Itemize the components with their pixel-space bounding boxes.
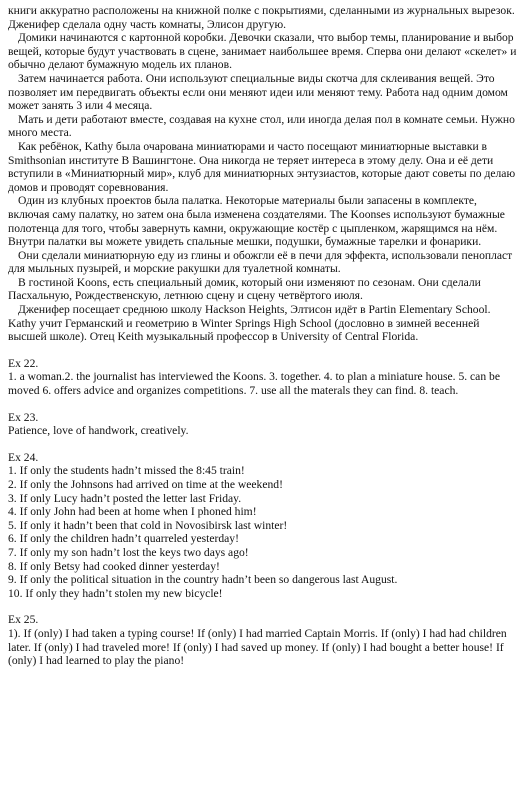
paragraph: Дженифер посещает среднюю школу Hackson Heights, Элтисон идёт в Partin Elementary School. Kathy учит Германский и геометрию в Winter Springs High School (дословно в зимней весенней высшей школе). Отец Keith музыкальный профессор в University of Central Florida. — [8, 303, 491, 344]
answer-line: 7. If only my son hadn’t lost the keys two days ago! — [8, 545, 249, 559]
paragraph: Домики начинаются с картонной коробки. Девочки сказали, что выбор темы, планирование и выбор вещей, которые будут участвовать в сцене, занимает наибольшее время. Сперва они делают «скелет» и обычно делают бумажную модель их планов. — [8, 31, 517, 72]
exercise-heading: Ex 22. — [8, 356, 39, 370]
exercise-answers: 1). If (only) I had taken a typing course! If (only) I had married Captain Morris. If (only) I had had children later. If (only) I had traveled more! If (only) I had saved up money. If (only) I had bought a better house! If (only) I had learned to play the piano! — [8, 626, 507, 668]
answer-line: 8. If only Betsy had cooked dinner yesterday! — [8, 559, 220, 573]
paragraph: Один из клубных проектов была палатка. Некоторые материалы были запасены в комплекте, включая саму палатку, но затем она была изменена создателями. The Koonses используют бумажные полотенца для того, чтобы завернуть камни, окружающие костёр с цыпленком, жарящимся на нём. Внутри палатки вы можете увидеть спальные мешки, подушки, бумажные тарелки и фонарики. — [8, 194, 505, 249]
exercise-22 — [8, 357, 517, 398]
answer-line: 4. If only John had been at home when I phoned him! — [8, 505, 257, 519]
paragraph: В гостиной Koons, есть специальный домик, который они изменяют по сезонам. Они сделали Пасхальную, Рождественскую, летнюю сцену и сцену четвёртого июля. — [8, 275, 481, 303]
paragraph: Мать и дети работают вместе, создавая на кухне стол, или иногда делая пол в комнате семьи. Нужно много места. — [8, 112, 515, 140]
exercise-answers: Patience, love of handwork, creatively. — [8, 424, 189, 438]
exercise-answers: 1. a woman.2. the journalist has interviewed the Koons. 3. together. 4. to plan a miniature house. 5. can be moved 6. offers advice and organizes competitions. 7. use all the materals they can find. 8. teach. — [8, 370, 500, 398]
paragraph: Они сделали миниатюрную еду из глины и обожгли её в печи для эффекта, использовали пенопласт для мыльных пузырей, и морские ракушки для туалетной комнаты. — [8, 248, 513, 276]
exercise-heading: Ex 24. — [8, 450, 39, 464]
exercise-25 — [8, 613, 517, 667]
exercise-24 — [8, 451, 517, 601]
answer-line: 5. If only it hadn’t been that cold in Novosibirsk last winter! — [8, 518, 288, 532]
russian-translation — [8, 4, 517, 344]
answer-line: 9. If only the political situation in the country hadn’t been so dangerous last August. — [8, 573, 398, 587]
answer-line: 2. If only the Johnsons had arrived on time at the weekend! — [8, 478, 283, 491]
exercise-heading: Ex 23. — [8, 410, 39, 424]
exercise-heading: Ex 25. — [8, 613, 39, 627]
answer-line: 10. If only they hadn’t stolen my new bicycle! — [8, 586, 223, 600]
answer-line: 1. If only the students hadn’t missed the 8:45 train! — [8, 464, 245, 478]
paragraph: книги аккуратно расположены на книжной полке с покрытиями, сделанными из журнальных вырезок. Дженифер сделала одну часть комнаты, Элисон другую. — [8, 4, 515, 31]
answer-line: 3. If only Lucy hadn’t posted the letter last Friday. — [8, 491, 242, 505]
exercise-23 — [8, 411, 517, 438]
paragraph: Затем начинается работа. Они используют специальные виды скотча для склеивания вещей. Это позволяет им передвигать объекты если они меняют идеи или меняют тему. Работа над одним домом может занять 3 или 4 месяца. — [8, 71, 508, 113]
answer-line: 6. If only the children hadn’t quarreled yesterday! — [8, 532, 239, 546]
paragraph: Как ребёнок, Kathy была очарована миниатюрами и часто посещают миниатюрные выставки в Smithsonian институте В Вашингтоне. Она никогда не теряет интереса в этому делу. Она и её дети вступили в «Миниатюрный мир», клуб для миниатюрных энтузиастов, которые дают советы по делаю домов и проводят соревнования. — [8, 139, 516, 194]
